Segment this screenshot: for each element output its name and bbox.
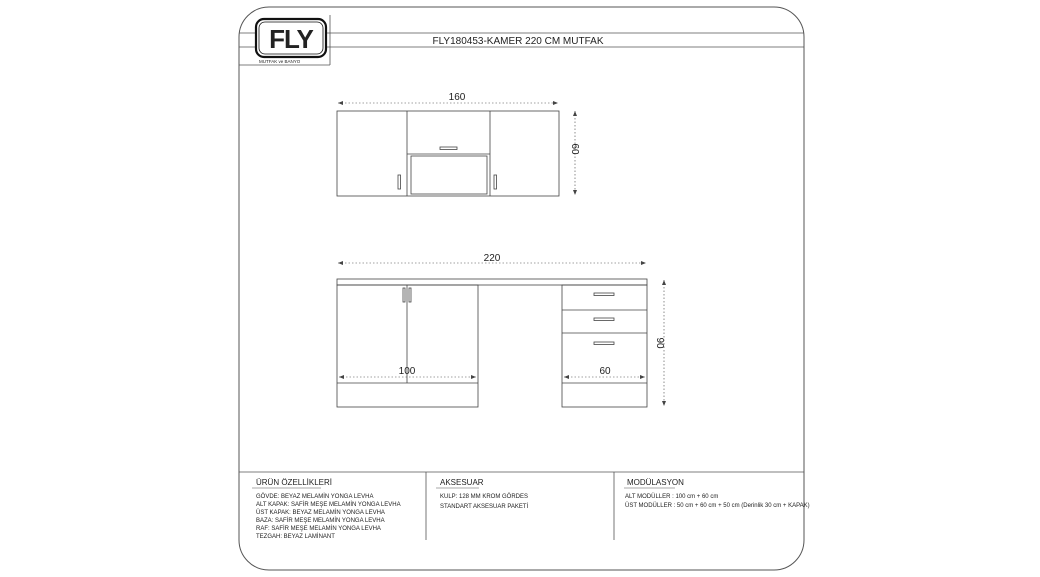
spec-line: BAZA: SAFİR MEŞE MELAMİN YONGA LEVHA (256, 518, 385, 524)
left-unit-width-label: 100 (398, 366, 416, 377)
spec-line: RAF: SAFİR MEŞE MELAMİN YONGA LEVHA (256, 526, 381, 532)
modules-heading: MODÜLASYON (627, 478, 684, 487)
upper-cabinet-elevation (337, 111, 559, 196)
drawing-title: FLY180453-KAMER 220 CM MUTFAK (432, 36, 604, 47)
spec-line: TEZGAH: BEYAZ LAMİNANT (256, 534, 335, 540)
right-unit-width-dimension (564, 366, 645, 379)
lower-width-label: 220 (483, 253, 501, 264)
upper-height-label: 60 (569, 143, 580, 155)
spec-line: ALT KAPAK: SAFİR MEŞE MELAMİN YONGA LEVHA (256, 502, 401, 508)
lower-width-dimension (338, 253, 646, 265)
brand-logo (256, 19, 326, 64)
spec-line: ÜST KAPAK: BEYAZ MELAMİN YONGA LEVHA (256, 510, 385, 516)
upper-width-dimension (338, 92, 558, 105)
upper-height-dimension (569, 111, 580, 195)
right-unit-width-label: 60 (599, 366, 611, 377)
logo-text: FLY (269, 24, 313, 54)
module-line: ÜST MODÜLLER : 50 cm + 60 cm + 50 cm (Derinlik 30 cm + KAPAK) (625, 503, 810, 509)
spec-line: GÖVDE: BEYAZ MELAMİN YONGA LEVHA (256, 494, 374, 500)
upper-width-label: 160 (448, 92, 466, 103)
accessories-heading: AKSESUAR (440, 478, 484, 487)
module-line: ALT MODÜLLER : 100 cm + 60 cm (625, 494, 719, 500)
accessory-line: STANDART AKSESUAR PAKETİ (440, 504, 529, 510)
lower-height-dimension (654, 280, 666, 406)
logo-subtext: MUTFAK ve BANYO (259, 59, 301, 64)
lower-cabinet-elevation (337, 279, 647, 407)
left-unit-width-dimension (339, 366, 476, 379)
specs-heading: ÜRÜN ÖZELLİKLERİ (256, 478, 333, 487)
accessory-line: KULP: 128 MM KROM GÖRDES (440, 494, 529, 500)
lower-height-label: 90 (654, 337, 665, 349)
